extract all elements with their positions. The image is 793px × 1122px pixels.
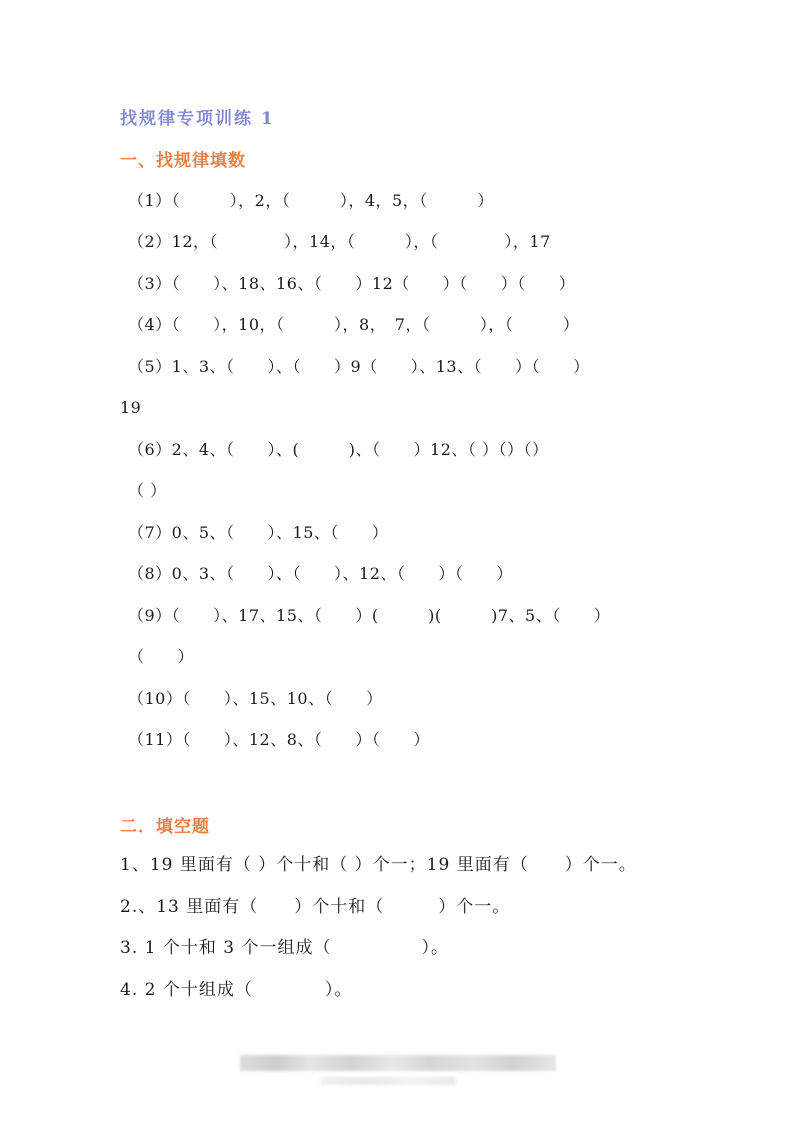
section-2-heading: 二．填空题 [120,817,210,837]
pattern-line-6-continued: （ ） [128,481,167,500]
pattern-line-1: （1）（ ），2，（ ），4，5，（ ） [128,191,494,210]
pattern-line-2: （2）12，（ ），14，（ ），（ ），17 [128,232,551,251]
pattern-line-3: （3）（ ）、18、16、（ ）12（ ）（ ）（ ） [128,274,576,293]
blurred-footer-watermark-secondary [320,1077,456,1085]
pattern-line-5: （5）1、3、（ ）、（ ）9（ ）、13、（ ）（ ） [128,357,590,376]
pattern-line-9-continued: （ ） [128,647,195,666]
fill-blank-line-4: 4. 2 个十组成（ ）。 [120,980,353,1000]
pattern-line-11: （11）（ ）、12、8、（ ）（ ） [128,730,430,749]
fill-blank-line-3: 3. 1 个十和 3 个一组成（ ）。 [120,938,449,958]
pattern-line-5-continued: 19 [120,398,142,417]
page-title: 找规律专项训练 1 [120,109,275,129]
pattern-line-10: （10）（ ）、15、10、（ ） [128,689,383,708]
pattern-line-4: （4）（ ），10，（ ），8， 7，（ ），（ ） [128,315,580,334]
pattern-line-7: （7）0、5、（ ）、15、（ ） [128,523,389,542]
section-1-heading: 一、找规律填数 [120,151,246,171]
fill-blank-line-2: 2.、13 里面有（ ）个十和（ ）个一。 [120,897,511,917]
pattern-line-9: （9）（ ）、17、15、（ ）( )( )7、5、（ ） [128,606,611,625]
fill-blank-line-1: 1、19 里面有（ ）个十和（ ）个一；19 里面有（ ）个一。 [120,855,637,875]
pattern-line-6: （6）2、4、（ ）、( )、（ ）12、（ ）（）（） [128,440,549,459]
blurred-footer-watermark [240,1055,556,1071]
pattern-line-8: （8）0、3、（ ）、（ ）、12、（ ）（ ） [128,564,513,583]
